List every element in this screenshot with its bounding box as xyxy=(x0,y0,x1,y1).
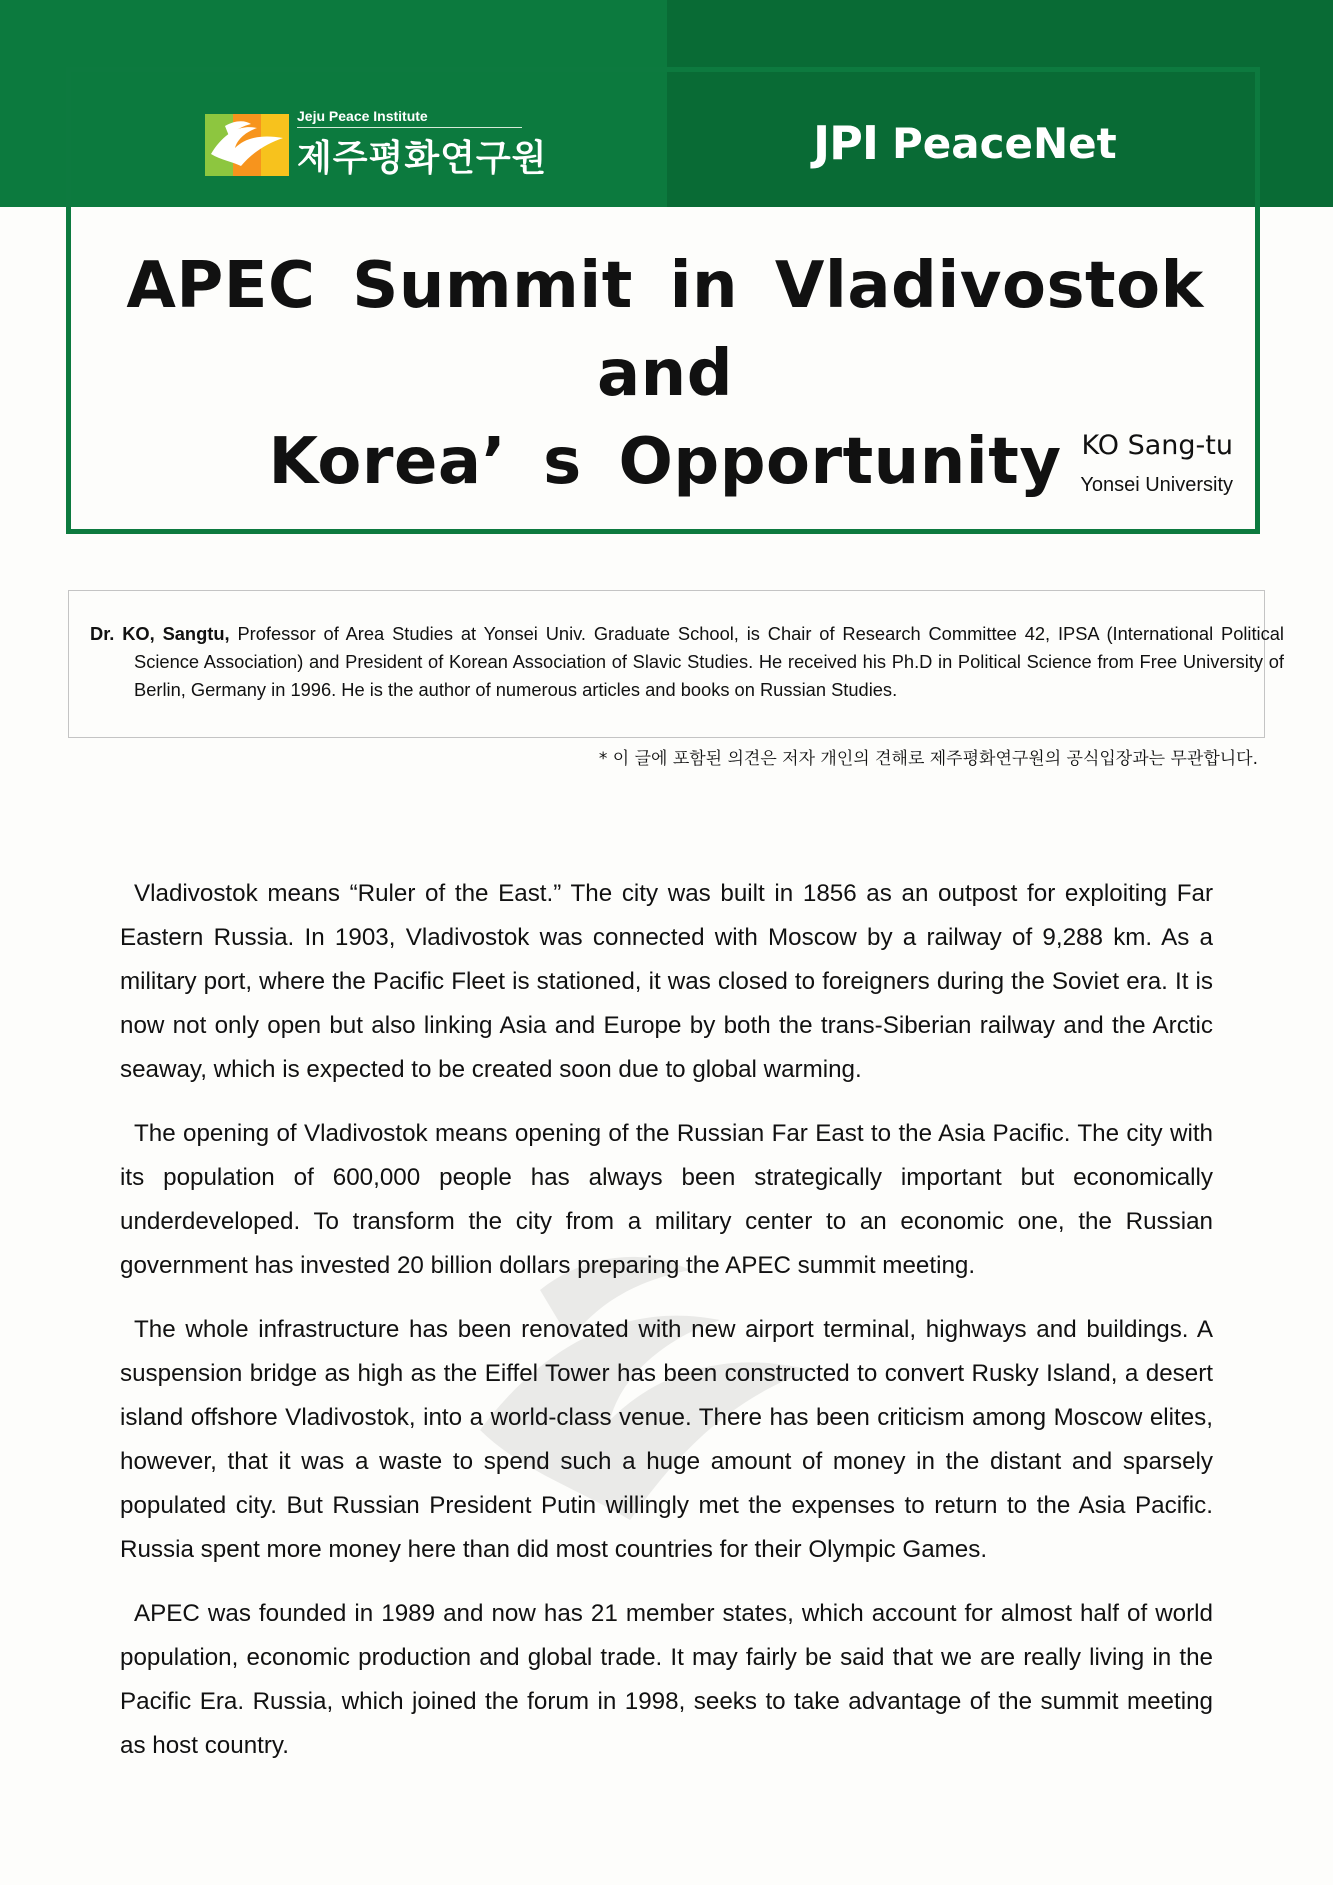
author-name: KO Sang-tu xyxy=(1081,430,1233,461)
dove-logo-icon xyxy=(205,114,289,176)
body-paragraph-4: APEC was founded in 1989 and now has 21 member states, which account for almost half of world population, economic production and global trade. It may fairly be said that we are really living in the Pacific Era. Russia, which joined the forum in 1998, seeks to take advantage of the summit meeting as host country. xyxy=(120,1600,1213,1759)
author-bio-name: Dr. KO, Sangtu, xyxy=(90,623,230,644)
institute-name-en: Jeju Peace Institute xyxy=(297,108,522,128)
author-bio-text: Professor of Area Studies at Yonsei Univ. Graduate School, is Chair of Research Committee 42, IPSA (International Political Science Association) and President of Korean Association of Slavic Studies. He received his Ph.D in Political Science from Free University of Berlin, Germany in 1996. He is the author of numerous articles and books on Russian Studies. xyxy=(134,623,1284,700)
article-body xyxy=(120,872,1213,1788)
body-paragraph-3: The whole infrastructure has been renovated with new airport terminal, highways and buildings. A suspension bridge as high as the Eiffel Tower has been constructed to convert Rusky Island, a desert island offshore Vladivostok, into a world-class venue. There has been criticism among Moscow elites, however, that it was a waste to spend such a huge amount of money in the distant and sparsely populated city. But Russian President Putin willingly met the expenses to return to the Asia Pacific. Russia spent more money here than did most countries for their Olympic Games. xyxy=(120,1316,1213,1563)
author-affiliation: Yonsei University xyxy=(1080,474,1233,496)
peacenet-brand-name: PeaceNet xyxy=(891,118,1117,168)
article-title-line-2: Korea’ s Opportunity xyxy=(268,425,1062,499)
article-title-line-1: APEC Summit in Vladivostok and xyxy=(126,249,1204,411)
author-bio xyxy=(90,620,1284,704)
body-paragraph-2: The opening of Vladivostok means opening of the Russian Far East to the Asia Pacific. The city with its population of 600,000 people has always been strategically important but economically underdeveloped. To transform the city from a military center to an economic one, the Russian government has invested 20 billion dollars preparing the APEC summit meeting. xyxy=(120,1120,1213,1279)
peacenet-logo xyxy=(813,116,1117,170)
jeju-peace-institute-logo xyxy=(205,108,547,181)
opinion-disclaimer: * 이 글에 포함된 의견은 저자 개인의 견해로 제주평화연구원의 공식입장과는 무관합니다. xyxy=(598,749,1258,769)
article-title xyxy=(100,242,1230,506)
jpi-brand-mark: JPI xyxy=(813,116,878,170)
institute-name-kr: 제주평화연구원 xyxy=(297,138,548,179)
body-paragraph-1: Vladivostok means “Ruler of the East.” The city was built in 1856 as an outpost for exploiting Far Eastern Russia. In 1903, Vladivostok was connected with Moscow by a railway of 9,288 km. As a military port, where the Pacific Fleet is stationed, it was closed to foreigners during the Soviet era. It is now not only open but also linking Asia and Europe by both the trans-Siberian railway and the Arctic seaway, which is expected to be created soon due to global warming. xyxy=(120,880,1213,1083)
